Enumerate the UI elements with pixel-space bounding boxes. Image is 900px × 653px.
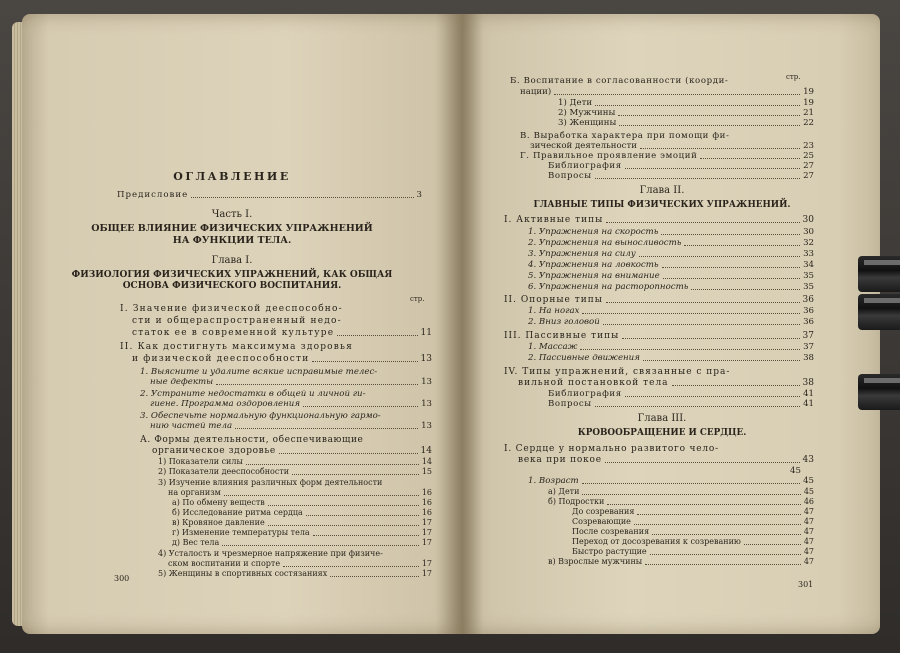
sub-a-2: 2) Показатели дееспособности 15	[158, 467, 432, 476]
left-page	[22, 14, 462, 634]
sub-a-3-line-2: на организм 16	[168, 488, 432, 497]
sub-a-3-b: б) Исследование ритма сердца 16	[172, 508, 432, 517]
extra-page-a: 45	[790, 466, 801, 476]
sub-a-line-1: А. Формы деятельности, обеспечивающие	[140, 435, 364, 445]
sub-a-5: 5) Женщины в спортивных состязаниях 17	[158, 569, 432, 578]
binder-clip-middle	[858, 294, 900, 330]
section-1-line-1: I. Значение физической дееспособно-	[120, 304, 343, 314]
chapter-1-title-line-1: ФИЗИОЛОГИЯ ФИЗИЧЕСКИХ УПРАЖНЕНИЙ, КАК ОБЩАЯ	[71, 270, 393, 280]
section-b-3: 3) Женщины 22	[558, 118, 814, 128]
page-column-label: стр.	[786, 73, 801, 81]
section-v-line-2: зической деятельности 23	[530, 141, 814, 151]
questions-1: Вопросы 27	[548, 171, 814, 181]
chapter-3-title: КРОВООБРАЩЕНИЕ И СЕРДЦЕ.	[577, 428, 747, 438]
part-title-line-2: НА ФУНКЦИИ ТЕЛА.	[172, 235, 292, 246]
active-5: 5. Упражнения на внимание 35	[528, 271, 814, 281]
age-teens-2: Созревающие 47	[572, 517, 814, 526]
section-iv-line-2: вильной постановкой тела 38	[518, 378, 814, 388]
sub-a-1: 1) Показатели силы 14	[158, 457, 432, 466]
chapter-1-heading: Глава I.	[211, 255, 253, 266]
item-3-line-2: нию частей тела 13	[150, 421, 432, 431]
sub-a-3-c: в) Кровяное давление 17	[172, 518, 432, 527]
chapter-2-heading: Глава II.	[639, 185, 685, 196]
part-heading: Часть I.	[211, 209, 253, 220]
active-1: 1. Упражнения на скорость 30	[528, 227, 814, 237]
sub-a-3-a: а) По обмену веществ 16	[172, 498, 432, 507]
part-title-line-1: ОБЩЕЕ ВЛИЯНИЕ ФИЗИЧЕСКИХ УПРАЖНЕНИЙ	[91, 223, 373, 234]
age-teens: б) Подростки 46	[548, 497, 814, 506]
support-1: 1. На ногах 36	[528, 306, 814, 316]
section-b-line-2: нации) 19	[520, 87, 814, 97]
page-column-label: стр.	[410, 295, 425, 303]
item-1-line-2: ные дефекты 13	[150, 377, 432, 387]
support-2: 2. Вниз головой 36	[528, 317, 814, 327]
item-3-line-1: 3. Обеспечьте нормальную функциональную гармо-	[140, 411, 381, 421]
active-6: 6. Упражнения на расторопность 35	[528, 282, 814, 292]
sub-a-4-line-1: 4) Усталость и чрезмерное напряжение при физиче-	[158, 549, 383, 558]
section-iv-line-1: IV. Типы упражнений, связанные с пра-	[504, 367, 731, 377]
page-number-left: 300	[114, 574, 130, 583]
age-adult-men: в) Взрослые мужчины 47	[548, 557, 814, 566]
age-teens-5: Быстро растущие 47	[572, 547, 814, 556]
chapter-1-title-line-2: ОСНОВА ФИЗИЧЕСКОГО ВОСПИТАНИЯ.	[122, 281, 342, 291]
binder-clip-top	[858, 256, 900, 292]
sub-a-4-line-2: ском воспитании и спорте 17	[168, 559, 432, 568]
sub-a-line-2: органическое здоровье 14	[152, 446, 432, 456]
heart-section-line-1: I. Сердце у нормально развитого чело-	[504, 444, 719, 454]
sub-a-3-line-1: 3) Изучение влияния различных форм деятельности	[158, 478, 383, 487]
toc-title: ОГЛАВЛЕНИЕ	[173, 170, 291, 183]
bibliography-2: Библиография 41	[548, 389, 814, 399]
active-2: 2. Упражнения на выносливость 32	[528, 238, 814, 248]
questions-2: Вопросы 41	[548, 399, 814, 409]
age-children: а) Дети 45	[548, 487, 814, 496]
item-2-line-2: гиене. Программа оздоровления 13	[150, 399, 432, 409]
sub-a-3-d: г) Изменение температуры тела 17	[172, 528, 432, 537]
section-b-line-1: Б. Воспитание в согласованности (коорди-	[510, 76, 729, 86]
passive-2: 2. Пассивные движения 38	[528, 353, 814, 363]
section-b-2: 2) Мужчины 21	[558, 108, 814, 118]
age-teens-1: До созревания 47	[572, 507, 814, 516]
section-1-line-2: сти и общераспространенный недо-	[132, 316, 342, 326]
section-v-line-1: В. Выработка характера при помощи фи-	[520, 131, 730, 141]
passive-types: III. Пассивные типы 37	[504, 331, 814, 341]
section-2-line-1: II. Как достигнуть максимума здоровья	[120, 342, 354, 352]
sub-a-3-e: д) Вес тела 17	[172, 538, 432, 547]
section-g: Г. Правильное проявление эмоций 25	[520, 151, 814, 161]
chapter-3-heading: Глава III.	[637, 413, 687, 424]
active-types: I. Активные типы 30	[504, 215, 814, 225]
item-2-line-1: 2. Устраните недостатки в общей и личной ги-	[140, 389, 366, 399]
page-number-right: 301	[798, 580, 814, 589]
active-3: 3. Упражнения на силу 33	[528, 249, 814, 259]
support-types: II. Опорные типы 36	[504, 295, 814, 305]
passive-1: 1. Массаж 37	[528, 342, 814, 352]
heart-section-line-2: века при покое 43	[518, 455, 814, 465]
active-4: 4. Упражнения на ловкость 34	[528, 260, 814, 270]
section-2-line-2: и физической дееспособности 13	[132, 354, 432, 364]
toc-entry-preface: Предисловие 3	[117, 190, 422, 200]
right-page	[462, 14, 880, 634]
age: 1. Возраст 45	[528, 476, 814, 486]
section-b-1: 1) Дети 19	[558, 98, 814, 108]
section-1-line-3: статок ее в современной культуре 11	[132, 328, 432, 338]
bibliography-1: Библиография 27	[548, 161, 814, 171]
chapter-2-title: ГЛАВНЫЕ ТИПЫ ФИЗИЧЕСКИХ УПРАЖНЕНИЙ.	[533, 200, 791, 210]
age-teens-4: Переход от досозревания к созреванию 47	[572, 537, 814, 546]
binder-clip-bottom	[858, 374, 900, 410]
item-1-line-1: 1. Выясните и удалите всякие исправимые телес-	[140, 367, 378, 377]
age-teens-3: После созревания 47	[572, 527, 814, 536]
